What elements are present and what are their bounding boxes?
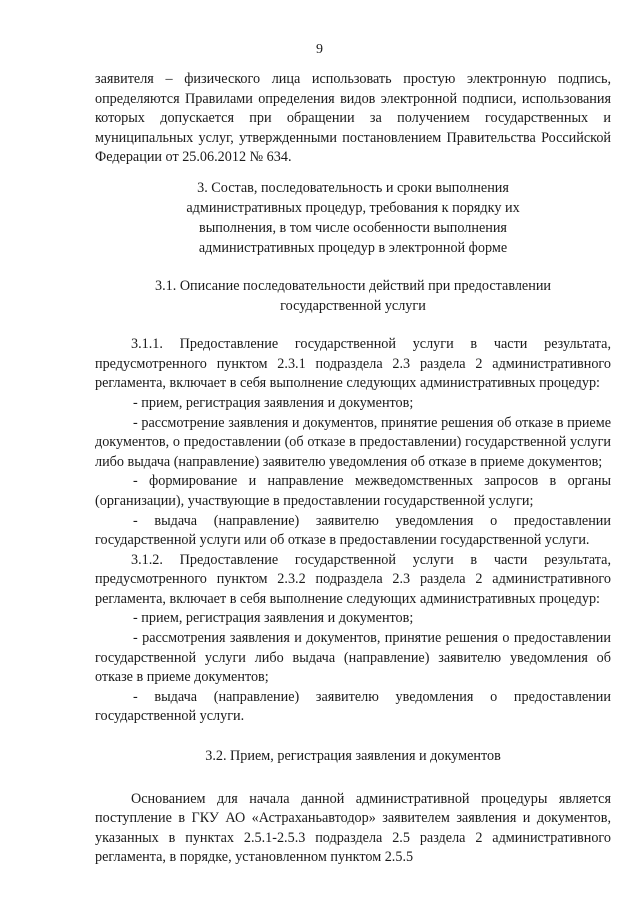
list-item-3-1-1-c: - формирование и направление межведомственных запросов в органы (организации), участвующие в предоставлении государственной услуги; xyxy=(95,473,611,509)
section-3-1-heading-line: государственной услуги xyxy=(280,297,426,314)
section-3-1-heading xyxy=(95,277,611,316)
section-3-heading xyxy=(95,178,611,258)
section-3-heading-line: выполнения, в том числе особенности выполнения xyxy=(199,219,507,236)
para-3-1-2: 3.1.2. Предоставление государственной услуги в части результата, предусмотренного пунктом 2.3.2 подраздела 2.3 раздела 2 административного регламента, включает в себя выполнение следующих административных процедур: xyxy=(95,551,611,607)
page-content xyxy=(95,70,611,868)
list-item-3-1-1-b: - рассмотрение заявления и документов, принятие решения об отказе в приеме документов, о предоставлении (об отказе в предоставлении) государственной услуги либо выдача (направление) заявителю уведомления об отказе в приеме документов; xyxy=(95,414,611,470)
section-3-2-heading xyxy=(95,747,611,767)
para-intro-continuation: заявителя – физического лица использовать простую электронную подпись, определяются Правилами определения видов электронной подписи, использования которых допускается при обращении за получением государственных и муниципальных услуг, утвержденными постановлением Правительства Российской Федерации от 25.06.2012 № 634. xyxy=(95,71,611,166)
section-3-heading-line: административных процедур, требования к порядку их xyxy=(186,199,520,216)
list-item-3-1-2-a: - прием, регистрация заявления и документов; xyxy=(133,610,414,627)
page-number: 9 xyxy=(316,42,323,57)
list-item-3-1-1-a: - прием, регистрация заявления и документов; xyxy=(133,394,414,411)
section-3-2-heading-line: 3.2. Прием, регистрация заявления и документов xyxy=(205,748,501,765)
section-3-1-heading-line: 3.1. Описание последовательности действий при предоставлении xyxy=(154,277,552,294)
para-3-1-1: 3.1.1. Предоставление государственной услуги в части результата, предусмотренного пунктом 2.3.1 подраздела 2.3 раздела 2 административного регламента, включает в себя выполнение следующих административных процедур: xyxy=(95,336,611,392)
list-item-3-1-2-b: - рассмотрения заявления и документов, принятие решения о предоставлении государственной услуги либо выдача (направление) заявителю уведомления об отказе в приеме документов; xyxy=(95,630,611,686)
list-item-3-1-2-c: - выдача (направление) заявителю уведомления о предоставлении государственной услуги. xyxy=(95,688,611,725)
section-3-heading-line: административных процедур в электронной форме xyxy=(198,239,508,256)
list-item-3-1-1-d: - выдача (направление) заявителю уведомления о предоставлении государственной услуги или об отказе в предоставлении государственной услуги. xyxy=(95,512,611,549)
para-3-2-basis: Основанием для начала данной административной процедуры является поступление в ГКУ АО «Астраханьавтодор» заявителем заявления и документов, указанных в пунктах 2.5.1-2.5.3 подраздела 2.5 раздела 2 административного регламента, в порядке, установленном пунктом 2.5.5 xyxy=(95,790,611,866)
section-3-heading-line: 3. Состав, последовательность и сроки выполнения xyxy=(197,179,509,196)
